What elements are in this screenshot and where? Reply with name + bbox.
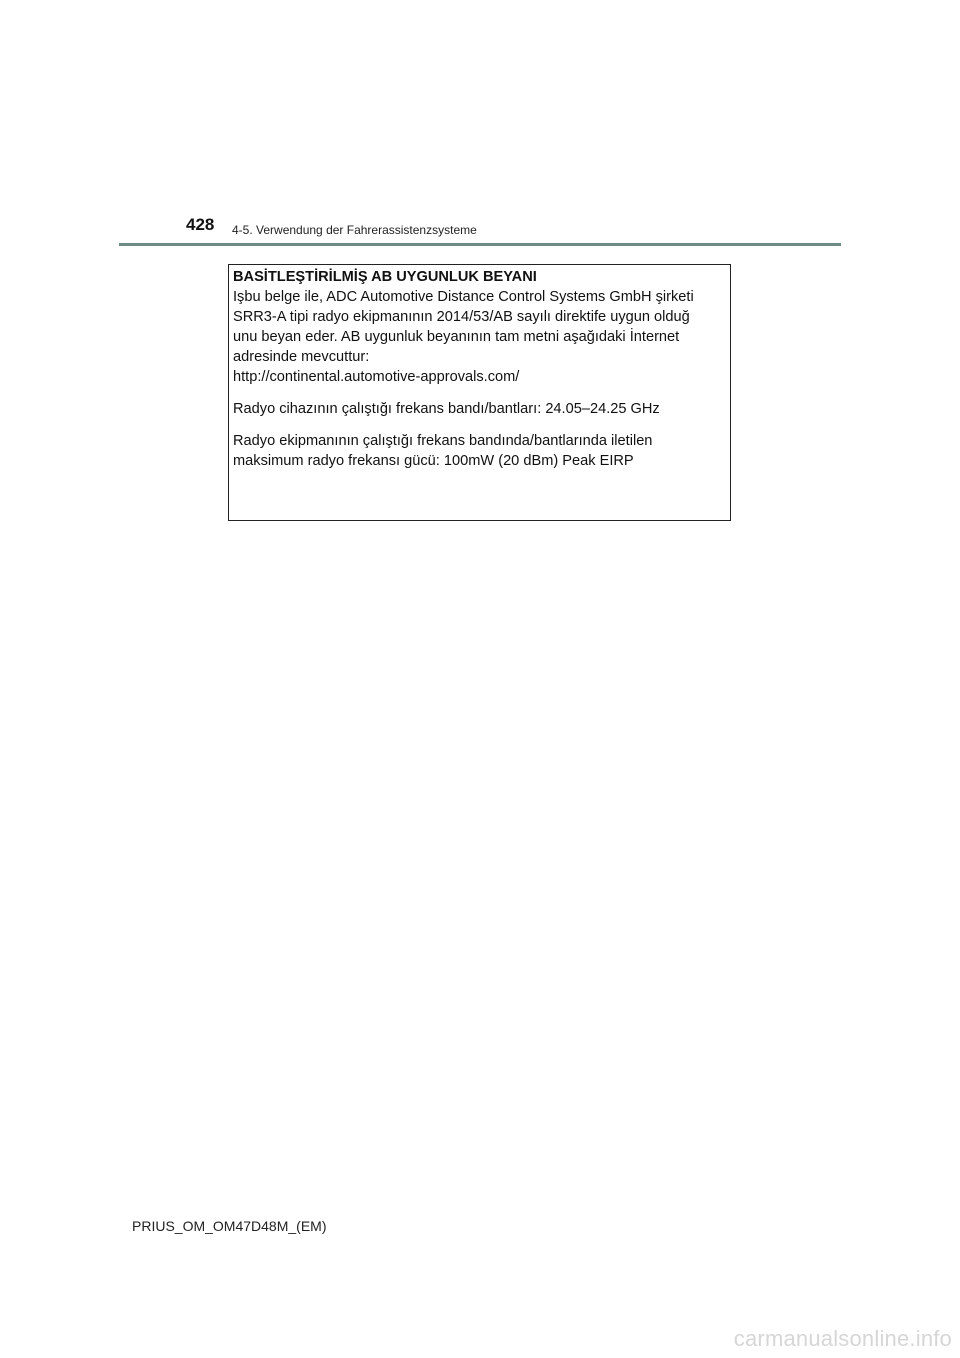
header-divider (119, 243, 841, 246)
declaration-paragraph-2 (233, 399, 726, 419)
paragraph-spacer (233, 387, 726, 399)
paragraph-1-line: unu beyan eder. AB uygunluk beyanının tam metni aşağıdaki İnternet (233, 329, 680, 345)
max-power-line: maksimum radyo frekansı gücü: 100mW (20 dBm) Peak EIRP (233, 453, 634, 469)
frequency-band-line: Radyo cihazının çalıştığı frekans bandı/bantları: 24.05–24.25 GHz (233, 401, 660, 417)
section-title: 4-5. Verwendung der Fahrerassistenzsysteme (232, 223, 477, 237)
paragraph-1-line: Işbu belge ile, ADC Automotive Distance Control Systems GmbH şirketi (233, 289, 694, 305)
paragraph-3-line: Radyo ekipmanının çalıştığı frekans bandında/bantlarında iletilen (233, 433, 653, 449)
declaration-title: BASİTLEŞTİRİLMİŞ AB UYGUNLUK BEYANI (233, 269, 537, 285)
paragraph-1-line: SRR3-A tipi radyo ekipmanının 2014/53/AB sayılı direktife uygun olduğ (233, 309, 690, 325)
paragraph-1-line: adresinde mevcuttur: (233, 349, 370, 365)
watermark: carmanualsonline.info (733, 1326, 952, 1351)
paragraph-spacer (233, 419, 726, 431)
approvals-url: http://continental.automotive-approvals.com/ (233, 369, 520, 385)
declaration-paragraph-1 (233, 287, 726, 387)
declaration-paragraph-3 (233, 431, 726, 471)
conformity-declaration-box (228, 264, 731, 521)
declaration-content (233, 267, 726, 471)
document-code: PRIUS_OM_OM47D48M_(EM) (132, 1218, 327, 1234)
page-number: 428 (186, 215, 215, 234)
